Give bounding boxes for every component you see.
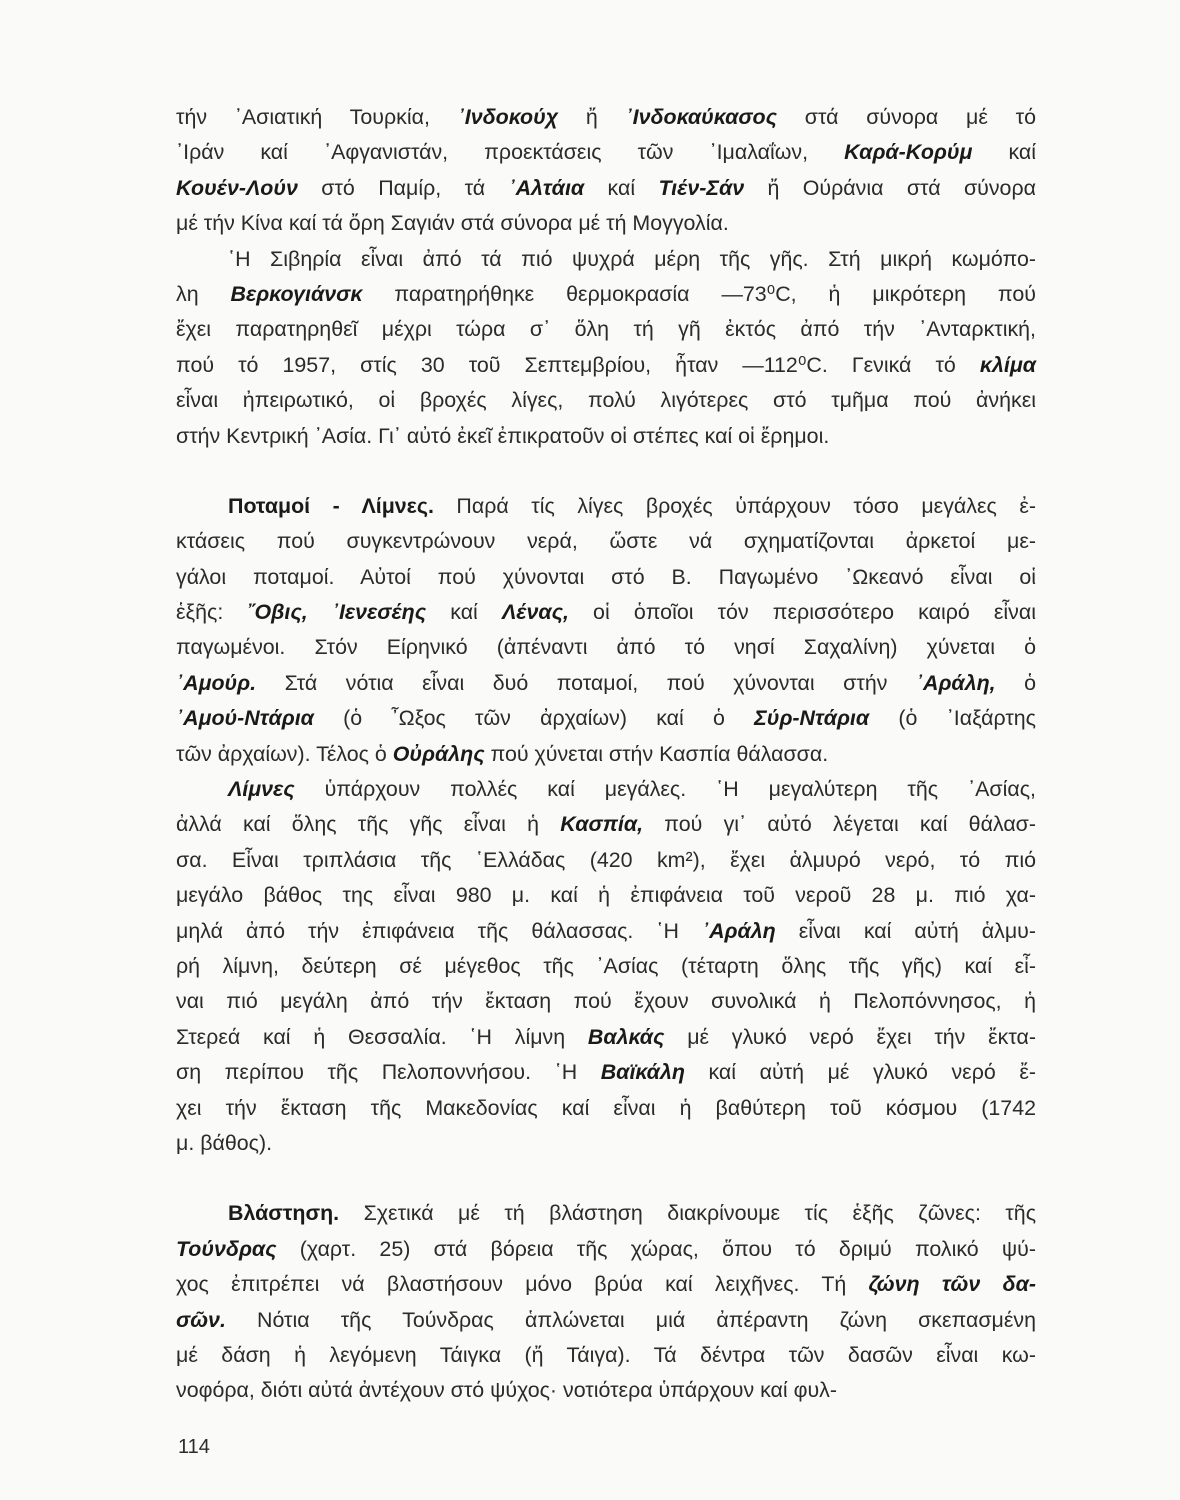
text-run: Στά νότια εἶναι δυό ποταμοί, πού χύνονται στήν (256, 670, 916, 695)
text-line (176, 383, 1036, 418)
text-line (176, 489, 1036, 524)
text-run: ἔχει παρατηρηθεῖ μέχρι τώρα σ᾿ ὅλη τή γῆ ἐκτός ἀπό τήν ᾿Ανταρκτική, (176, 317, 1036, 342)
text-run: ὑπάρχουν πολλές καί μεγάλες. ῾Η μεγαλύτερη τῆς ᾿Ασίας, (294, 777, 1036, 802)
text-line (176, 135, 1036, 170)
text-line (176, 807, 1036, 842)
text-run: Σχετικά μέ τή βλάστηση διακρίνουμε τίς ἑξῆς ζῶνες: τῆς (339, 1201, 1036, 1226)
term-emphasis: Βερκογιάνσκ (230, 281, 363, 306)
text-line (176, 701, 1036, 736)
text-line (176, 100, 1036, 135)
term-emphasis: Καρά-Κορύμ (844, 140, 973, 165)
text-run: ἤ (558, 105, 626, 129)
text-line (176, 206, 1036, 241)
text-run: (χαρτ. 25) στά βόρεια τῆς χώρας, ὅπου τό δριμύ πολικό ψύ- (276, 1236, 1036, 1261)
text-line (176, 1055, 1036, 1090)
text-line (176, 1126, 1036, 1161)
text-line (176, 1373, 1036, 1408)
text-run: ναι πιό μεγάλη ἀπό τήν ἔκταση πού ἔχουν συνολικά ἡ Πελοπόννησος, ἡ (176, 989, 1036, 1014)
text-run: μέ τήν Κίνα καί τά ὄρη Σαγιάν στά σύνορα μέ τή Μογγολία. (176, 211, 729, 236)
text-line (176, 277, 1036, 312)
text-line (176, 419, 1036, 454)
text-run: καί (972, 140, 1037, 165)
text-run: Παρά τίς λίγες βροχές ὑπάρχουν τόσο μεγάλες ἐ- (433, 493, 1036, 518)
text-run: ῾Η Σιβηρία εἶναι ἀπό τά πιό ψυχρά μέρη τῆς γῆς. Στή μικρή κωμόπο- (228, 246, 1036, 271)
term-emphasis: ᾿Αράλη, (915, 670, 996, 695)
term-emphasis: κλίμα (979, 352, 1036, 377)
text-line (176, 737, 1036, 772)
term-emphasis: ᾿Ινδοκούχ (457, 105, 559, 129)
text-run: μ. βάθος). (176, 1130, 273, 1155)
text-line (176, 1196, 1036, 1231)
paragraph-p4 (176, 772, 1036, 1161)
term-emphasis: Τιέν-Σάν (658, 175, 745, 200)
term-emphasis: Κουέν-Λούν (176, 175, 298, 200)
text-run: ἤ Ούράνια στά σύνορα (744, 175, 1036, 200)
term-emphasis: Κασπία, (560, 812, 644, 837)
text-run: ρή λίμνη, δεύτερη σέ μέγεθος τῆς ᾿Ασίας (τέταρτη ὅλης τῆς γῆς) καί εἶ- (176, 953, 1036, 978)
text-line (176, 984, 1036, 1019)
text-line (176, 1267, 1036, 1302)
text-run: εἶναι ἠπειρωτικό, οἱ βροχές λίγες, πολύ λιγότερες στό τμῆμα πού ἀνήκει (176, 388, 1036, 413)
text-line (176, 524, 1036, 559)
text-run: Στερεά καί ἡ Θεσσαλία. ῾Η λίμνη (176, 1024, 588, 1049)
text-line (176, 348, 1036, 383)
text-run: καί (426, 600, 502, 625)
paragraph-gap (176, 1161, 1036, 1196)
text-line (176, 878, 1036, 913)
text-run: ση περίπου τῆς Πελοποννήσου. ῾Η (176, 1060, 601, 1085)
text-run: νοφόρα, διότι αὐτά ἀντέχουν στό ψύχος· νοτιότερα ὑπάρχουν καί φυλ- (176, 1378, 837, 1403)
text-run: ᾿Ιράν καί ᾿Αφγανιστάν, προεκτάσεις τῶν ᾿Ιμαλαΐων, (176, 140, 845, 165)
text-run: παγωμένοι. Στόν Είρηνικό (ἀπέναντι ἀπό τό νησί Σαχαλίνη) χύνεται ὁ (176, 635, 1036, 660)
text-line (176, 666, 1036, 701)
text-run: μέ γλυκό νερό ἔχει τήν ἔκτα- (664, 1024, 1036, 1049)
page-number: 114 (178, 1436, 210, 1458)
paragraph-p5 (176, 1196, 1036, 1408)
text-line (176, 595, 1036, 630)
text-column (176, 100, 1036, 1409)
text-line (176, 843, 1036, 878)
text-run: γάλοι ποταμοί. Αὐτοί πού χύνονται στό Β. Παγωμένο ᾿Ωκεανό εἶναι οἱ (176, 564, 1036, 589)
term-emphasis: ᾿Ινδοκαύκασος (625, 105, 778, 129)
text-run: οἱ ὁποῖοι τόν περισσότερο καιρό εἶναι (568, 600, 1036, 625)
paragraph-p3 (176, 489, 1036, 772)
text-line (176, 171, 1036, 206)
term-emphasis: Οὐράλης (392, 741, 485, 766)
term-emphasis: ᾿Αράλη (701, 918, 776, 943)
text-run: μεγάλο βάθος της εἶναι 980 μ. καί ἡ ἐπιφάνεια τοῦ νεροῦ 28 μ. πιό χα- (176, 883, 1036, 908)
text-line (176, 560, 1036, 595)
term-emphasis: ζώνη τῶν δα- (868, 1272, 1036, 1297)
text-run: εἶναι καί αὐτή ἁλμυ- (775, 918, 1036, 943)
text-run: τῶν ἀρχαίων). Τέλος ὁ (176, 741, 393, 766)
term-emphasis: Λίμνες (228, 777, 295, 802)
text-line (176, 949, 1036, 984)
term-emphasis: ᾿Αμού-Ντάρια (176, 706, 314, 731)
text-run: ἑξῆς: (176, 600, 248, 625)
text-line (176, 630, 1036, 665)
text-run: (ὁ ᾿Ιαξάρτης (869, 706, 1036, 731)
term-emphasis: ῎Οβις, ᾿Ιενεσέης (247, 600, 427, 625)
section-heading: Ποταμοί - Λίμνες. (228, 493, 434, 518)
text-line (176, 312, 1036, 347)
text-run: καί (584, 175, 659, 200)
text-line (176, 772, 1036, 807)
text-run: μέ δάση ἡ λεγόμενη Τάιγκα (ἤ Τάιγα). Τά δέντρα τῶν δασῶν εἶναι κω- (176, 1342, 1036, 1367)
text-run: στό Παμίρ, τά (297, 175, 509, 200)
text-run: στά σύνορα μέ τό (777, 105, 1036, 129)
text-run: πού χύνεται στήν Κασπία θάλασσα. (484, 741, 829, 766)
text-line (176, 1232, 1036, 1267)
text-run: σα. Εἶναι τριπλάσια τῆς ῾Ελλάδας (420 km²), ἔχει ἁλμυρό νερό, τό πιό (176, 847, 1036, 872)
text-run: μηλά ἀπό τήν ἐπιφάνεια τῆς θάλασσας. ῾Η (176, 918, 702, 943)
term-emphasis: ᾿Αμούρ. (176, 670, 257, 695)
text-run: ὁ (995, 670, 1036, 695)
paragraph-gap (176, 454, 1036, 489)
section-heading: Βλάστηση. (228, 1201, 340, 1226)
text-run: στήν Κεντρική ᾿Ασία. Γι᾿ αὐτό ἐκεῖ ἐπικρατοῦν οἱ στέπες καί οἱ ἔρημοι. (176, 423, 830, 448)
term-emphasis: ᾿Αλτάια (508, 175, 585, 200)
text-line (176, 242, 1036, 277)
text-run: Νότια τῆς Τούνδρας ἁπλώνεται μιά ἀπέραντη ζώνη σκεπασμένη (225, 1307, 1036, 1332)
term-emphasis: σῶν. (176, 1307, 226, 1332)
text-line (176, 1338, 1036, 1373)
text-run: χει τήν ἔκταση τῆς Μακεδονίας καί εἶναι ἡ βαθύτερη τοῦ κόσμου (1742 (176, 1095, 1036, 1120)
text-run: λη (176, 281, 231, 306)
text-run: πού γι᾿ αὐτό λέγεται καί θάλασ- (643, 812, 1037, 837)
text-line (176, 914, 1036, 949)
text-run: κτάσεις πού συγκεντρώνουν νερά, ὥστε νά σχηματίζονται ἀρκετοί με- (176, 529, 1036, 554)
text-run: χος ἐπιτρέπει νά βλαστήσουν μόνο βρύα καί λειχῆνες. Τή (176, 1272, 869, 1297)
term-emphasis: Σύρ-Ντάρια (754, 706, 870, 731)
text-run: καί αὐτή μέ γλυκό νερό ἔ- (684, 1060, 1036, 1085)
text-run: τήν ᾿Ασιατική Τουρκία, (176, 105, 458, 129)
text-run: ἀλλά καί ὅλης τῆς γῆς εἶναι ἡ (176, 812, 561, 837)
paragraph-p2 (176, 242, 1036, 454)
text-run: (ὁ ῏Ωξος τῶν ἀρχαίων) καί ὁ (313, 706, 755, 731)
paragraph-p1 (176, 100, 1036, 242)
text-run: παρατηρήθηκε θερμοκρασία —73⁰C, ἡ μικρότερη πού (362, 281, 1036, 306)
term-emphasis: Τούνδρας (176, 1236, 277, 1261)
text-line (176, 1091, 1036, 1126)
text-line (176, 1020, 1036, 1055)
term-emphasis: Λένας, (501, 600, 569, 625)
text-line (176, 1303, 1036, 1338)
term-emphasis: Βαϊκάλη (600, 1060, 685, 1085)
term-emphasis: Βαλκάς (587, 1024, 665, 1049)
text-run: πού τό 1957, στίς 30 τοῦ Σεπτεμβρίου, ἦταν —112⁰C. Γενικά τό (176, 352, 980, 377)
